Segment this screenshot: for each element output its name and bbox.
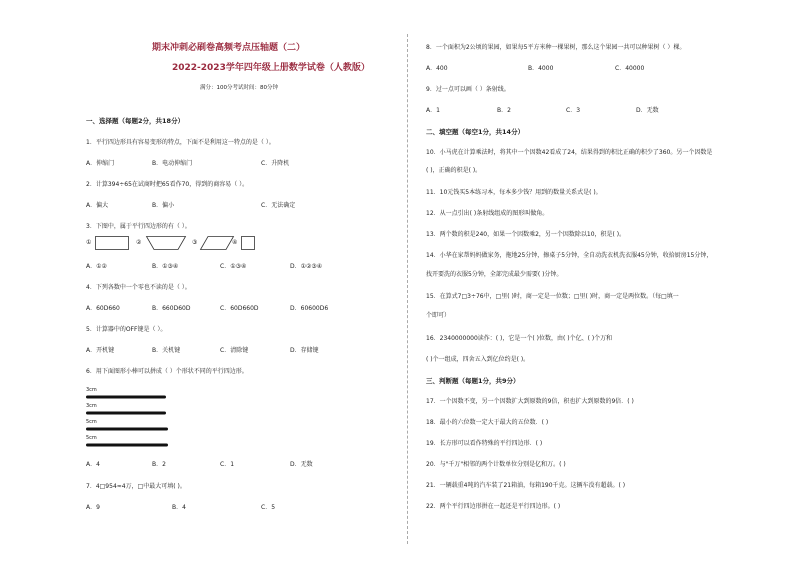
q1-option-b: B．电动伸缩门 bbox=[152, 160, 193, 167]
question-21: 21．一辆载重4吨的汽车装了21箱油，每箱190千克。这辆车没有超载。( ) bbox=[426, 482, 626, 489]
q8-option-c: C．40000 bbox=[615, 65, 645, 72]
question-4: 4．下列各数中一个零也不读的是（ ）。 bbox=[86, 284, 191, 291]
question-16-line-1: 16．2340000000读作：( )，它是一个( )位数，由( )个亿、( )个万和 bbox=[426, 335, 613, 342]
q9-option-b: B．2 bbox=[497, 107, 511, 114]
column-divider bbox=[407, 34, 408, 544]
question-2: 2．计算394÷65在试商时把65看作70，得到的商容易（ ）。 bbox=[86, 181, 249, 188]
q5-option-a: A．开机键 bbox=[86, 347, 115, 354]
q9-option-a: A．1 bbox=[426, 107, 440, 114]
question-13: 13．两个数的积是240，如果一个因数乘2，另一个因数除以10，积是( )。 bbox=[426, 231, 626, 238]
q3-figure-label-3: ③ bbox=[192, 239, 198, 246]
q5-option-b: B．关机键 bbox=[152, 347, 181, 354]
section-title-choice: 一、选择题（每题2分，共18分） bbox=[86, 117, 185, 125]
q5-option-d: D．存储键 bbox=[290, 347, 319, 354]
parallelogram-figure bbox=[200, 236, 234, 250]
q3-figure-label-2: ② bbox=[136, 239, 142, 246]
question-11: 11．10元钱买5本练习本，每本多少钱？用到的数量关系式是( )。 bbox=[426, 189, 602, 196]
question-22: 22．两个平行四边形拼在一起还是平行四边形。( ) bbox=[426, 503, 561, 510]
section-title-judge: 三、判断题（每题1分，共9分） bbox=[426, 377, 520, 385]
question-14-line-1: 14．小华在家帮妈妈做家务，拖地25分钟，擦桌子5分钟，全自动洗衣机洗衣服45分钟，收拾厨房15分钟， bbox=[426, 252, 713, 259]
rectangle-figure bbox=[95, 236, 129, 250]
q7-option-c: C．5 bbox=[261, 504, 276, 511]
q6-option-b: B．2 bbox=[152, 461, 166, 468]
q1-option-c: C．升降机 bbox=[261, 160, 290, 167]
q1-option-a: A．伸缩门 bbox=[86, 160, 115, 167]
question-20: 20．与"千万"相邻的两个计数单位分别是亿和万。( ) bbox=[426, 461, 566, 468]
q4-option-c: C．60D660D bbox=[220, 305, 259, 312]
q3-option-c: C．①③④ bbox=[220, 263, 247, 270]
q3-option-d: D．①②③④ bbox=[290, 263, 323, 270]
q6-option-c: C．1 bbox=[220, 461, 235, 468]
page-title: 期末冲刺必刷卷高频考点压轴题（二） bbox=[152, 43, 306, 53]
question-12: 12．从一点引出( )条射线组成的图形叫做角。 bbox=[426, 210, 549, 217]
question-8: 8．一个面积为2公顷的果园，如果每5平方米种一棵果树，那么这个果园一共可以种果树（ ）棵。 bbox=[426, 44, 686, 51]
q6-option-a: A．4 bbox=[86, 461, 100, 468]
question-9: 9．过一点可以画（ ）条射线。 bbox=[426, 86, 510, 93]
stick-label-3: 5cm bbox=[86, 419, 97, 425]
question-18: 18．最小的六位数一定大于最大的五位数．( ) bbox=[426, 419, 549, 426]
q6-option-d: D．无数 bbox=[290, 461, 313, 468]
q3-option-a: A．①② bbox=[86, 263, 107, 270]
q5-option-c: C．清除键 bbox=[220, 347, 249, 354]
q4-option-d: D．60600D6 bbox=[290, 305, 329, 312]
question-15-line-2: 个即可） bbox=[426, 312, 451, 319]
question-10-line-2: ( )，正确的积是( )。 bbox=[426, 167, 482, 174]
q7-option-a: A．9 bbox=[86, 504, 100, 511]
q8-option-b: B．4000 bbox=[528, 65, 554, 72]
stick-label-1: 3cm bbox=[86, 387, 97, 393]
question-15-line-1: 15．在算式7□3÷76中，□里( )时，商一定是一位数；□里( )时，商一定是两位数。（每□填一 bbox=[426, 293, 679, 300]
stick-5cm-a bbox=[86, 427, 168, 431]
trapezoid-figure bbox=[146, 236, 186, 250]
question-19: 19．长方形可以看作特殊的平行四边形．( ) bbox=[426, 440, 543, 447]
stick-3cm-a bbox=[86, 395, 166, 399]
question-14-line-2: 找开要洗的衣服5分钟，全部完成最少需要( )分钟。 bbox=[426, 271, 563, 278]
square-figure bbox=[241, 236, 255, 250]
q4-option-b: B．660D60D bbox=[152, 305, 191, 312]
q4-option-a: A．60D660 bbox=[86, 305, 120, 312]
q2-option-a: A．偏大 bbox=[86, 202, 109, 209]
stick-3cm-b bbox=[86, 411, 166, 415]
q2-option-c: C．无法确定 bbox=[261, 202, 296, 209]
q3-figure-label-4: ④ bbox=[232, 239, 238, 246]
q7-option-b: B．4 bbox=[172, 504, 186, 511]
section-title-fill: 二、填空题（每空1分，共14分） bbox=[426, 128, 525, 136]
stick-5cm-b bbox=[86, 443, 168, 447]
stick-label-4: 5cm bbox=[86, 435, 97, 441]
q8-option-a: A．400 bbox=[426, 65, 448, 72]
question-6: 6．用下面图形小棒可以拼成（ ）个形状不同的平行四边形。 bbox=[86, 368, 248, 375]
q2-option-b: B．偏小 bbox=[152, 202, 175, 209]
question-7: 7．4□954≈4万，□中最大可填( )。 bbox=[86, 483, 186, 490]
question-3: 3．下图中，属于平行四边形的有（ ）。 bbox=[86, 223, 191, 230]
question-17: 17．一个因数不变，另一个因数扩大到原数的9倍，积也扩大到原数的9倍．( ) bbox=[426, 398, 634, 405]
question-1: 1．平行四边形具有容易变形的特点，下面不是利用这一特点的是（ ）。 bbox=[86, 139, 275, 146]
question-10-line-1: 10．小马虎在计算乘法时，将其中一个因数42看成了24，结果得到的积比正确的积少了360。另一个因数是 bbox=[426, 149, 713, 156]
exam-meta: 满分：100分考试时间：80分钟 bbox=[200, 85, 278, 91]
q9-option-d: D．无数 bbox=[636, 107, 659, 114]
q3-figure-label-1: ① bbox=[86, 239, 92, 246]
question-16-line-2: ( )个一组成，四舍五入到亿位约是( )。 bbox=[426, 356, 530, 363]
page-subtitle: 2022-2023学年四年级上册数学试卷（人教版） bbox=[172, 63, 370, 73]
question-5: 5．计算器中的OFF键是（ ）。 bbox=[86, 326, 167, 333]
q9-option-c: C．3 bbox=[566, 107, 581, 114]
stick-label-2: 3cm bbox=[86, 403, 97, 409]
q3-option-b: B．①③④ bbox=[152, 263, 179, 270]
